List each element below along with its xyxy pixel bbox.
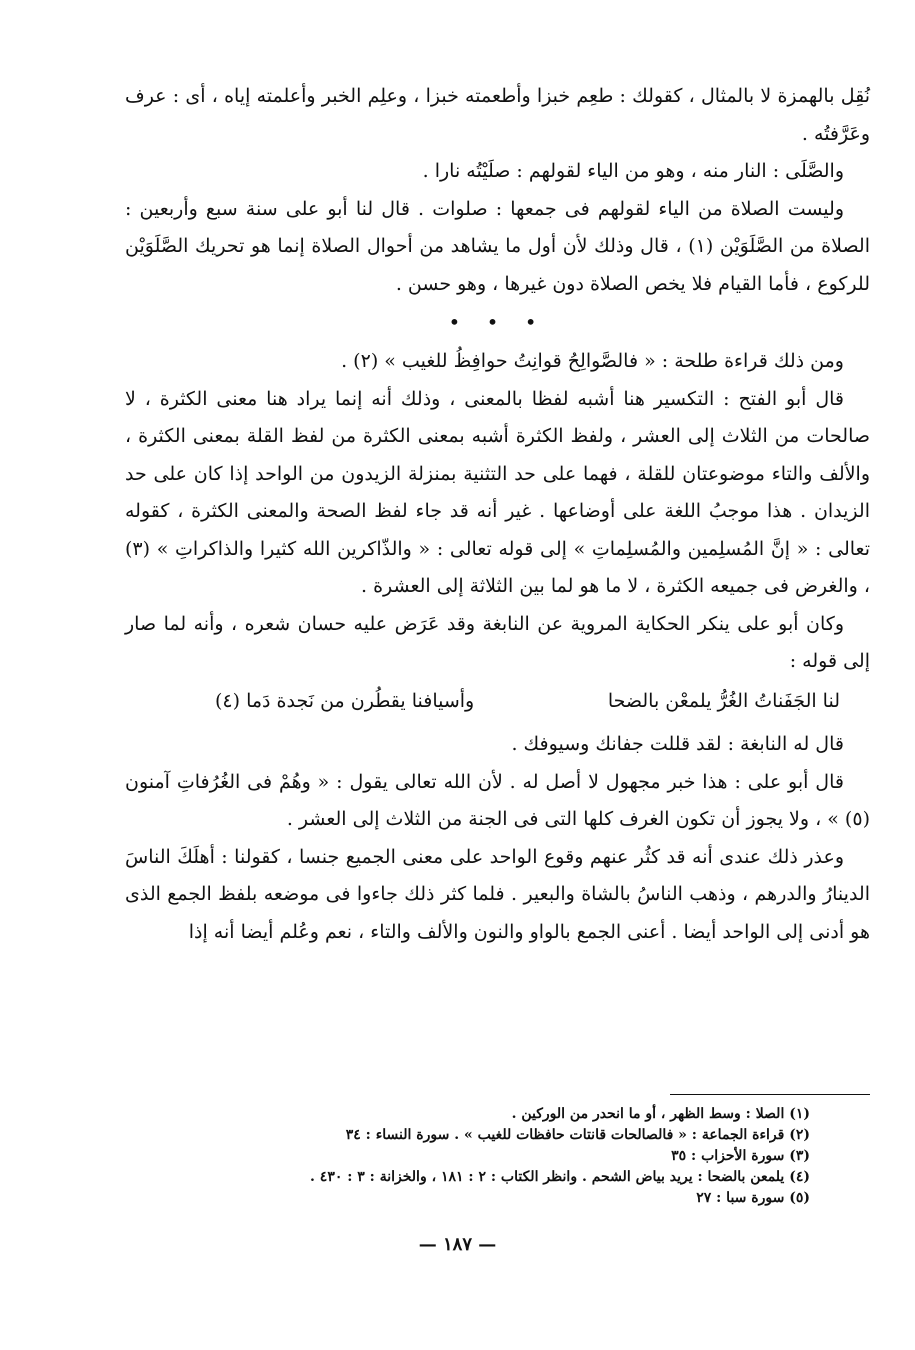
poetry-verse [125,683,870,721]
footnote: (٢) قراءة الجماعة : « فالصالحات قانتات حافظات للغيب » . سورة النساء : ٣٤ [345,1127,810,1143]
footnote-divider [670,1094,870,1095]
footnote: (٥) سورة سبا : ٢٧ [696,1190,810,1206]
paragraph: قال أبو على : هذا خبر مجهول لا أصل له . لأن الله تعالى يقول : « وهُمْ فى الغُرُفاتِ آمنون (٥) » ، ولا يجوز أن تكون الغرف كلها التى فى الجنة من الثلاث إلى العشر . [125,770,870,830]
paragraph: قال أبو الفتح : التكسير هنا أشبه لفظا بالمعنى ، وذلك أنه إنما يراد هنا معنى الكثرة ، لا صالحات من الثلاث إلى العشر ، ولفظ الكثرة أشبه بمعنى الكثرة من لفظ القلة بمعنى الكثرة ، والألف والتاء موضوعتان للقلة ، فهما على حد التثنية بمنزلة الزيدون من الواحد إذا كان على حد الزيدان . هذا موجبُ اللغة على أوضاعها . غير أنه قد جاء لفظ الصحة والمعنى الكثرة ، كقوله تعالى : « إنَّ المُسلِمين والمُسلِماتِ » إلى قوله تعالى : « والذّاكرين الله كثيرا والذاكراتِ » (٣) ، والغرض فى جميعه الكثرة ، لا ما هو لما بين الثلاثة إلى العشرة . [125,387,870,597]
footnote: (٤) يلمعن بالضحا : يريد بياض الشحم . وانظر الكتاب : ٢ : ١٨١ ، والخزانة : ٣ : ٤٣٠ . [310,1169,810,1185]
paragraph: وليست الصلاة من الياء لقولهم فى جمعها : صلوات . قال لنا أبو على سنة سبع وأربعين : الصلاة من الصَّلَوَيْن (١) ، قال وذلك لأن أول ما يشاهد من أحوال الصلاة إنما هو تحريك الصَّلَوَيْن للركوع ، فأما القيام فلا يخص الصلاة دون غيرها ، وهو حسن . [125,197,870,295]
footnote: (٣) سورة الأحزاب : ٣٥ [671,1148,810,1164]
footnotes [130,1104,810,1209]
paragraph: نُقِل بالهمزة لا بالمثال ، كقولك : طعِم خبزا وأطعمته خبزا ، وعلِم الخبر وأعلمته إياه ، أى : عرف وعَرَّفتُه . [125,85,870,145]
main-text [125,78,870,951]
verse-second-hemistich: وأسيافنا يقطُرن من نَجدة دَما (٤) [215,689,475,712]
footnote: (١) الصلا : وسط الظهر ، أو ما انحدر من الوركين . [511,1106,810,1122]
paragraph: وكان أبو على ينكر الحكاية المروية عن النابغة وقد عَرَض عليه حسان شعره ، وأنه لما صار إلى قوله : [125,612,870,672]
verse-first-hemistich: لنا الجَفَناتُ الغُرُّ يلمعْن بالضحا [607,689,840,712]
paragraph: وعذر ذلك عندى أنه قد كثُر عنهم وقوع الواحد على معنى الجميع جنسا ، كقولنا : أهلَكَ الناسَ الدينارُ والدرهم ، وذهب الناسُ بالشاة والبعير . فلما كثر ذلك جاءوا فى موضعه بلفظ الجمع الذى هو أدنى إلى الواحد أيضا . أعنى الجمع بالواو والنون والألف والتاء ، نعم وعُلم أيضا أنه إذا [125,845,870,943]
section-separator: • • • [448,310,547,334]
page-number: — ١٨٧ — [418,1234,497,1255]
paragraph: قال له النابغة : لقد قللت جفانك وسيوفك . [511,733,844,755]
paragraph: ومن ذلك قراءة طلحة : « فالصَّوالِحُ قوانِتُ حوافِظُ للغيب » (٢) . [341,350,844,372]
paragraph: والصَّلَى : النار منه ، وهو من الياء لقولهم : صلَيْتُه نارا . [422,160,844,182]
